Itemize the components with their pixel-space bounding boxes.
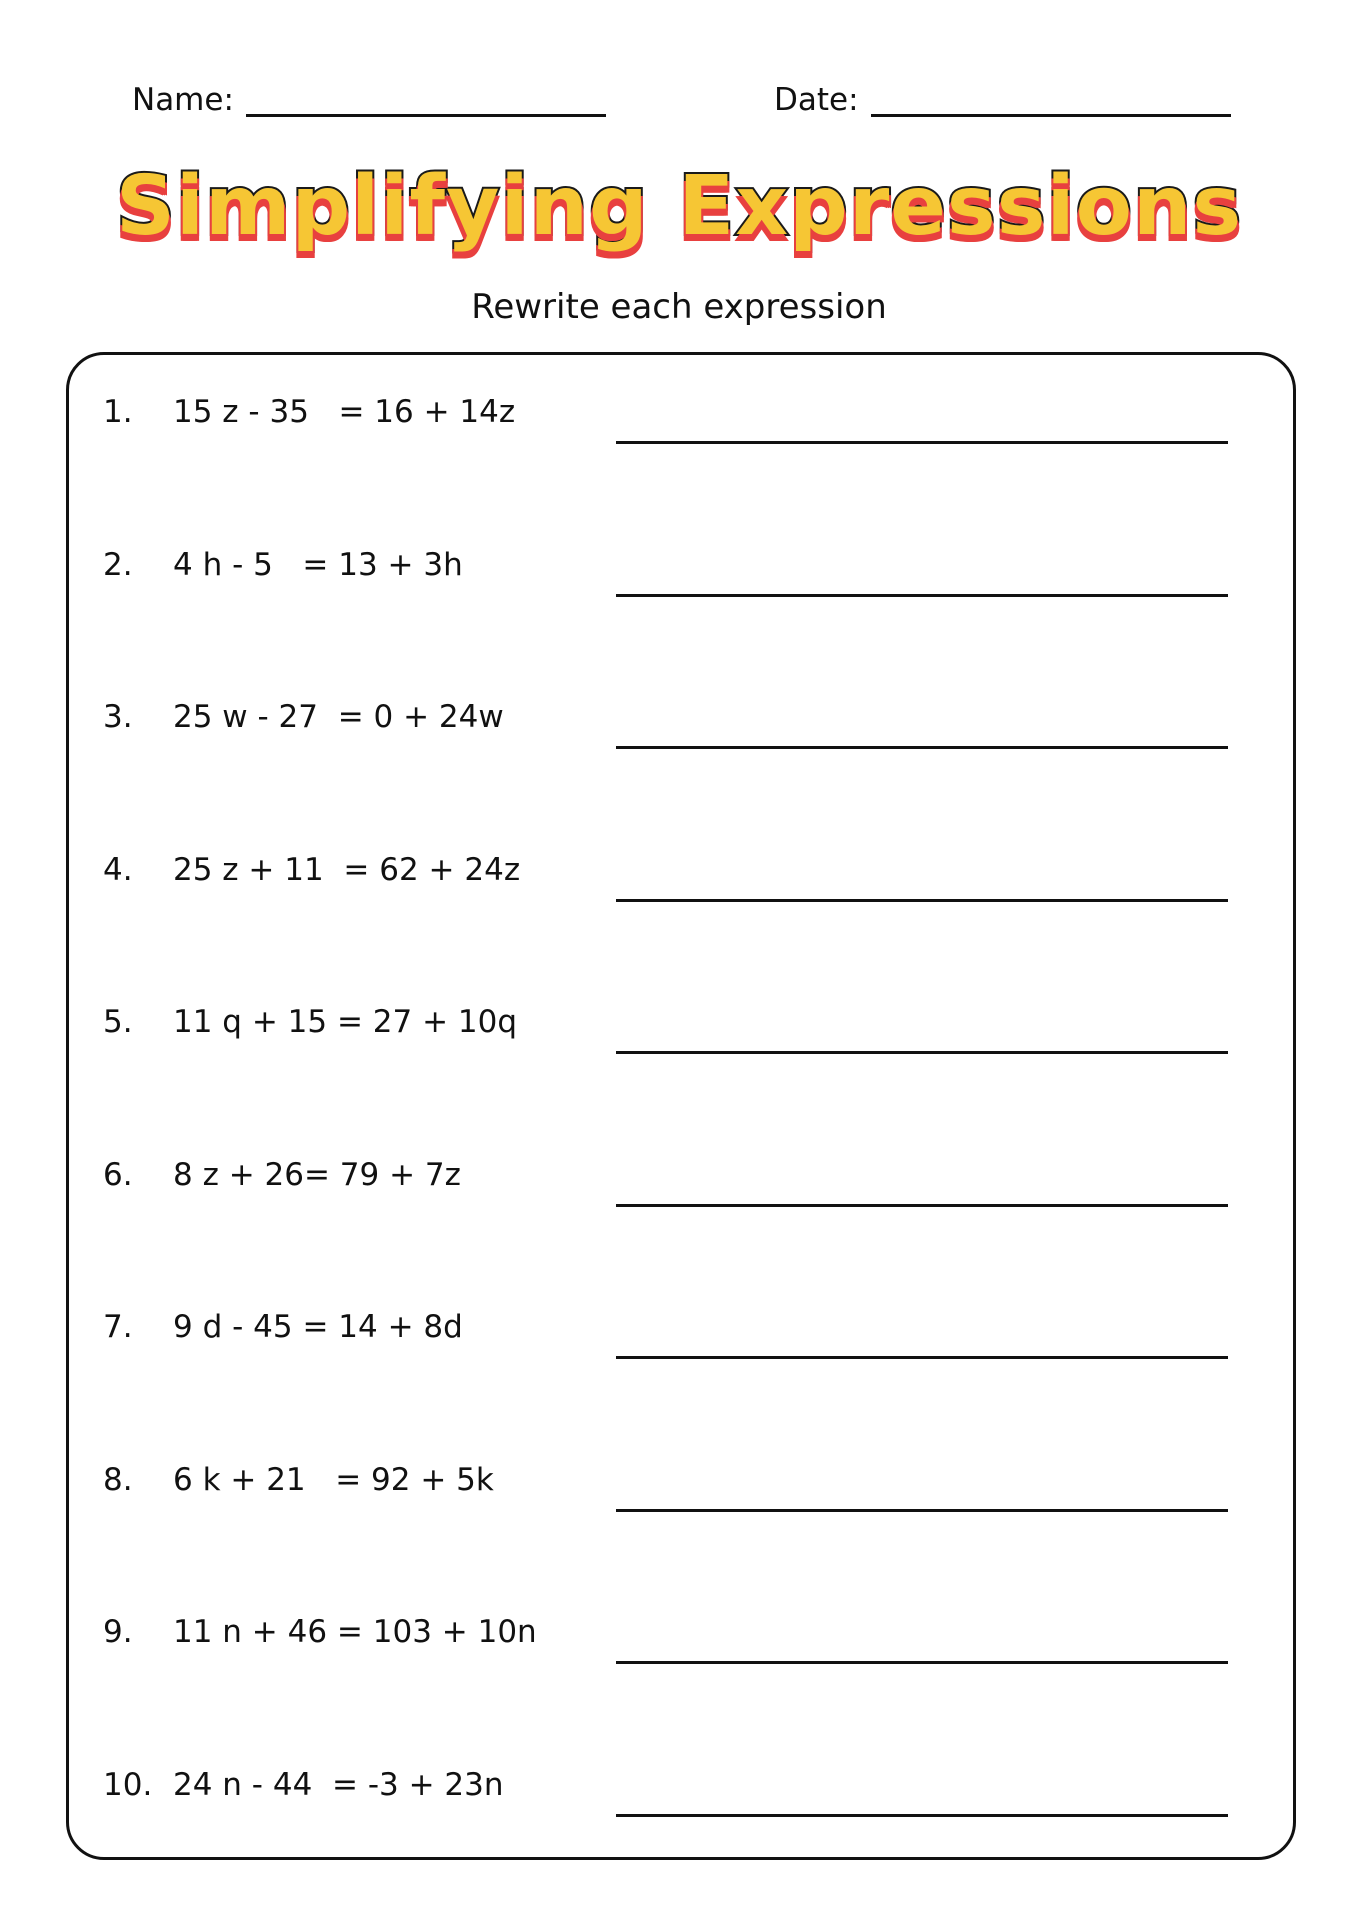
problem-number: 1. (103, 394, 133, 430)
answer-line[interactable] (616, 1356, 1228, 1359)
name-answer-line[interactable] (246, 114, 606, 117)
problem-row (69, 1609, 1299, 1669)
answer-line[interactable] (616, 1051, 1228, 1054)
answer-line[interactable] (616, 899, 1228, 902)
problem-number: 5. (103, 1004, 133, 1040)
problem-number: 3. (103, 699, 133, 735)
answer-line[interactable] (616, 441, 1228, 444)
problem-number: 8. (103, 1461, 133, 1498)
date-field[interactable] (774, 70, 1231, 120)
problem-expression: 11 n + 46 = 103 + 10n (173, 1614, 537, 1650)
problem-number: 6. (103, 1156, 133, 1193)
problem-expression: 25 w - 27 = 0 + 24w (173, 699, 504, 735)
problem-expression: 4 h - 5 = 13 + 3h (173, 546, 463, 583)
problem-row (69, 389, 1299, 449)
problem-expression: 24 n - 44 = -3 + 23n (173, 1766, 504, 1803)
date-label: Date: (774, 82, 859, 118)
problem-expression: 9 d - 45 = 14 + 8d (173, 1309, 463, 1345)
answer-line[interactable] (616, 1814, 1228, 1817)
worksheet-title-text: Simplifying Expressions (115, 159, 1243, 254)
problem-row (69, 847, 1299, 907)
answer-line[interactable] (616, 1509, 1228, 1512)
problem-number: 2. (103, 546, 133, 583)
problem-list (66, 352, 1296, 1860)
problem-row (69, 999, 1299, 1059)
problem-expression: 6 k + 21 = 92 + 5k (173, 1461, 494, 1498)
answer-line[interactable] (616, 746, 1228, 749)
problem-row (69, 1152, 1299, 1212)
problem-number: 7. (103, 1309, 133, 1345)
answer-line[interactable] (616, 594, 1228, 597)
worksheet-title (0, 159, 1358, 254)
problem-row (69, 694, 1299, 754)
worksheet-instructions: Rewrite each expression (471, 287, 887, 327)
problem-row (69, 1457, 1299, 1517)
problem-row (69, 542, 1299, 602)
problem-row (69, 1304, 1299, 1364)
name-label: Name: (132, 82, 234, 118)
answer-line[interactable] (616, 1204, 1228, 1207)
problem-number: 10. (103, 1766, 153, 1803)
problem-number: 9. (103, 1614, 133, 1650)
problem-expression: 11 q + 15 = 27 + 10q (173, 1004, 518, 1040)
problem-expression: 15 z - 35 = 16 + 14z (173, 394, 516, 430)
name-field[interactable] (132, 70, 606, 120)
date-answer-line[interactable] (871, 114, 1231, 117)
answer-line[interactable] (616, 1661, 1228, 1664)
problem-expression: 25 z + 11 = 62 + 24z (173, 851, 521, 888)
problem-expression: 8 z + 26= 79 + 7z (173, 1156, 461, 1193)
problem-number: 4. (103, 851, 133, 888)
problem-row (69, 1762, 1299, 1822)
